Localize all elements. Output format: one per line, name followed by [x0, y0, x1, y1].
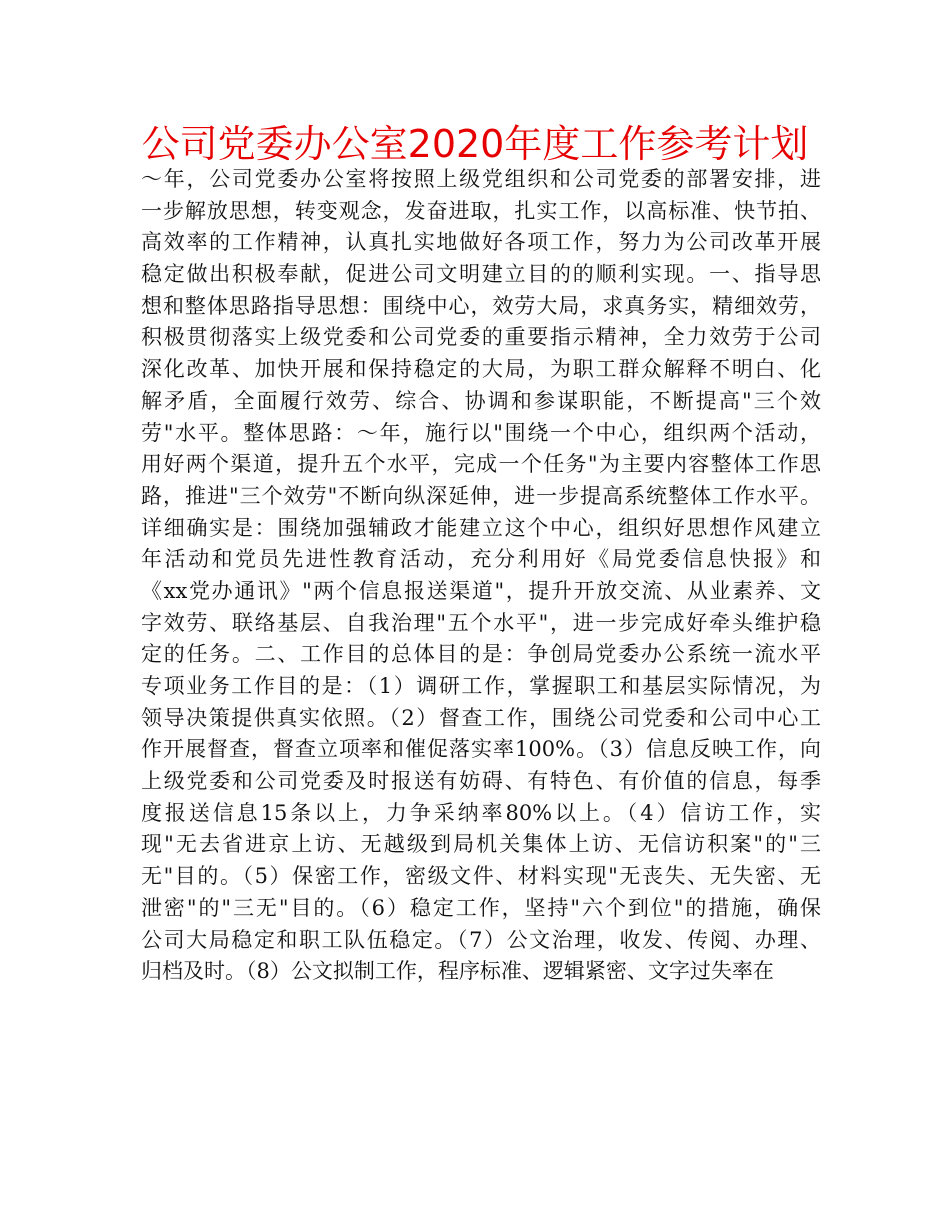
- body-line: 积极贯彻落实上级党委和公司党委的重要指示精神，全力效劳于公司: [141, 325, 821, 350]
- body-line: 路，推进"三个效劳"不断向纵深延伸，进一步提高系统整体工作水平。: [141, 483, 821, 508]
- body-line: 定的任务。二、工作目的总体目的是：争创局党委办公系统一流水平: [141, 642, 821, 667]
- body-line: 年活动和党员先进性教育活动，充分利用好《局党委信息快报》和: [141, 547, 821, 572]
- body-line: 稳定做出积极奉献，促进公司文明建立目的的顺利实现。一、指导思: [141, 262, 821, 287]
- body-line: 作开展督查，督查立项率和催促落实率100%。（3）信息反映工作，向: [141, 737, 821, 762]
- body-line: 归档及时。（8）公文拟制工作，程序标准、逻辑紧密、文字过失率在: [141, 959, 774, 984]
- body-line: 字效劳、联络基层、自我治理"五个水平"，进一步完成好牵头维护稳: [141, 610, 821, 635]
- body-line: 详细确实是：围绕加强辅政才能建立这个中心，组织好思想作风建立: [141, 515, 821, 540]
- document-body: [141, 164, 821, 988]
- body-line: 度报送信息15条以上，力争采纳率80%以上。（4）信访工作，实: [141, 800, 821, 825]
- body-line: 泄密"的"三无"目的。（6）稳定工作，坚持"六个到位"的措施，确保: [141, 895, 821, 920]
- body-line: 《xx党办通讯》"两个信息报送渠道"，提升开放交流、从业素养、文: [141, 578, 821, 603]
- body-line: 专项业务工作目的是：（1）调研工作，掌握职工和基层实际情况，为: [141, 674, 821, 698]
- body-line: ～年，公司党委办公室将按照上级党组织和公司党委的部署安排，进: [141, 167, 821, 191]
- body-line: 解矛盾，全面履行效劳、综合、协调和参谋职能，不断提高"三个效: [141, 388, 821, 413]
- body-line: 无"目的。（5）保密工作，密级文件、材料实现"无丧失、无失密、无: [141, 864, 821, 889]
- body-line: 上级党委和公司党委及时报送有妨碍、有特色、有价值的信息，每季: [141, 769, 821, 794]
- body-line: 高效率的工作精神，认真扎实地做好各项工作，努力为公司改革开展: [141, 230, 821, 255]
- body-line: 用好两个渠道，提升五个水平，完成一个任务"为主要内容整体工作思: [141, 452, 821, 477]
- document-title: 公司党委办公室2020年度工作参考计划: [141, 122, 809, 166]
- body-line: 想和整体思路指导思想：围绕中心，效劳大局，求真务实，精细效劳，: [141, 293, 821, 318]
- body-line: 领导决策提供真实依照。（2）督查工作，围绕公司党委和公司中心工: [141, 705, 821, 730]
- body-line: 一步解放思想，转变观念，发奋进取，扎实工作，以高标准、快节拍、: [141, 198, 821, 223]
- body-line: 公司大局稳定和职工队伍稳定。（7）公文治理，收发、传阅、办理、: [141, 927, 821, 952]
- body-line: 现"无去省进京上访、无越级到局机关集体上访、无信访积案"的"三: [141, 832, 821, 857]
- body-line: 劳"水平。整体思路：～年，施行以"围绕一个中心，组织两个活动，: [141, 420, 821, 445]
- body-line: 深化改革、加快开展和保持稳定的大局，为职工群众解释不明白、化: [141, 357, 821, 382]
